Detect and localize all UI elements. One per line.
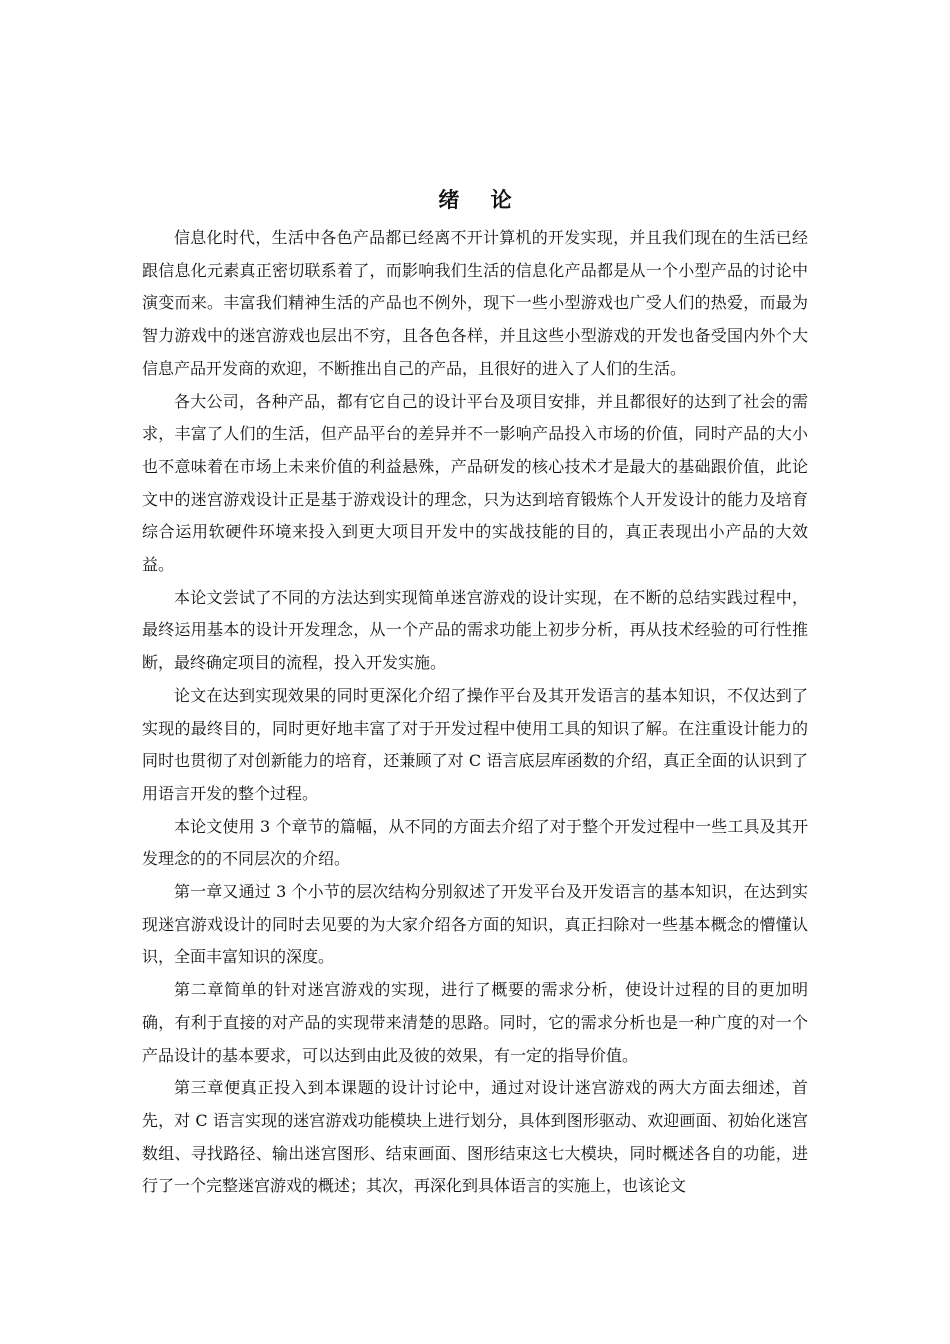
paragraph-6: 第一章又通过 3 个小节的层次结构分别叙述了开发平台及开发语言的基本知识，在达到实现迷宫游戏设计的同时去见要的为大家介绍各方面的知识，真正扫除对一些基本概念的懵懂认识，全面丰富知识的深度。 [142, 882, 808, 967]
paragraph-1: 信息化时代，生活中各色产品都已经离不开计算机的开发实现，并且我们现在的生活已经跟信息化元素真正密切联系着了，而影响我们生活的信息化产品都是从一个小型产品的讨论中演变而来。丰富我们精神生活的产品也不例外，现下一些小型游戏也广受人们的热爱，而最为智力游戏中的迷宫游戏也层出不穷，且各色各样，并且这些小型游戏的开发也备受国内外个大信息产品开发商的欢迎，不断推出自己的产品，且很好的进入了人们的生活。 [142, 228, 808, 378]
paragraph-5: 本论文使用 3 个章节的篇幅，从不同的方面去介绍了对于整个开发过程中一些工具及其开发理念的的不同层次的介绍。 [142, 816, 808, 869]
document-page [142, 185, 808, 1203]
paragraph-7: 第二章简单的针对迷宫游戏的实现，进行了概要的需求分析，使设计过程的目的更加明确，有利于直接的对产品的实现带来清楚的思路。同时，它的需求分析也是一种广度的对一个产品设计的基本要求，可以达到由此及彼的效果，有一定的指导价值。 [142, 980, 808, 1065]
paragraph-4: 论文在达到实现效果的同时更深化介绍了操作平台及其开发语言的基本知识，不仅达到了实现的最终目的，同时更好地丰富了对于开发过程中使用工具的知识了解。在注重设计能力的同时也贯彻了对创新能力的培育，还兼顾了对 C 语言底层库函数的介绍，真正全面的认识到了用语言开发的整个过程。 [142, 685, 808, 803]
paragraph-8: 第三章便真正投入到本课题的设计讨论中，通过对设计迷宫游戏的两大方面去细述，首先，对 C 语言实现的迷宫游戏功能模块上进行划分，具体到图形驱动、欢迎画面、初始化迷宫数组、寻找路径、输出迷宫图形、结束画面、图形结束这七大模块，同时概述各自的功能，进行了一个完整迷宫游戏的概述；其次，再深化到具体语言的实施上，也该论文 [142, 1078, 808, 1196]
paragraph-2: 各大公司，各种产品，都有它自己的设计平台及项目安排，并且都很好的达到了社会的需求，丰富了人们的生活，但产品平台的差异并不一影响产品投入市场的价值，同时产品的大小也不意味着在市场上未来价值的利益悬殊，产品研发的核心技术才是最大的基础跟价值，此论文中的迷宫游戏设计正是基于游戏设计的理念，只为达到培育锻炼个人开发设计的能力及培育综合运用软硬件环境来投入到更大项目开发中的实战技能的目的，真正表现出小产品的大效益。 [142, 391, 808, 575]
paragraph-3: 本论文尝试了不同的方法达到实现简单迷宫游戏的设计实现，在不断的总结实践过程中，最终运用基本的设计开发理念，从一个产品的需求功能上初步分析，再从技术经验的可行性推断，最终确定项目的流程，投入开发实施。 [142, 587, 808, 673]
document-title: 绪 论 [438, 188, 524, 212]
